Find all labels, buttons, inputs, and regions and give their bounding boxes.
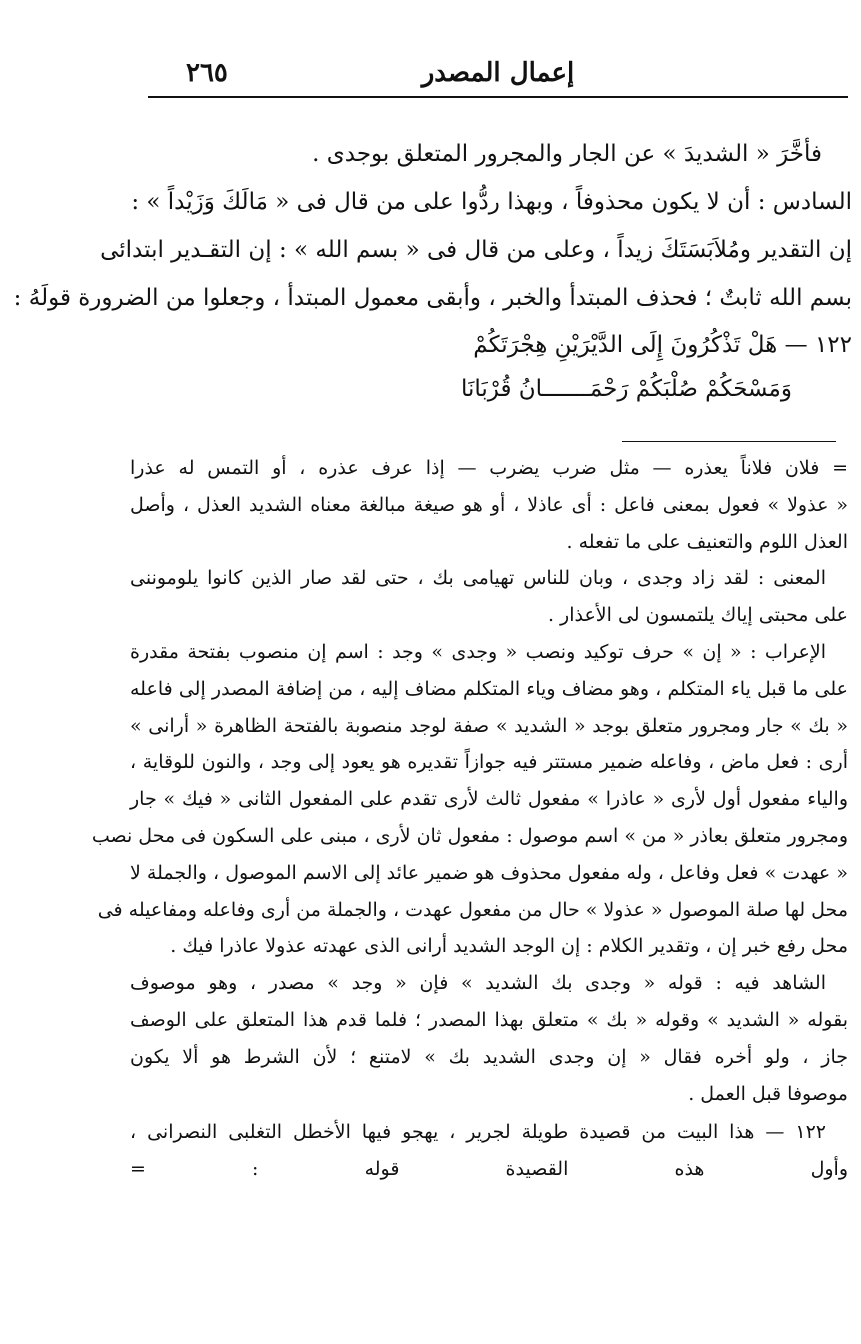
footnotes [91,450,848,1188]
footnote-line: موصوفا قبل العمل . [688,1082,848,1105]
footnote-line: « عذولا » فعول بمعنى فاعل : أى عاذلا ، أو هو صيغة مبالغة معناه الشديد العذل ، وأصل [130,493,848,516]
footnote-line: على محبتى إياك يلتمسون لى الأعذار . [547,604,848,627]
page-header [148,56,848,96]
footnote-line: الشاهد فيه : قوله « وجدى بك الشديد » فإن « وجد » مصدر ، وهو موصوف [130,972,826,995]
footnote-line: ١٢٢ — هذا البيت من قصيدة طويلة لجرير ، يهجو فيها الأخطل التغلبى النصرانى ، [130,1121,826,1144]
header-divider [148,96,848,98]
footnote-line: محل رفع خبر إن ، وتقدير الكلام : إن الوجد الشديد أرانى الذى عهدته عذولا عاذرا فيك . [170,935,848,958]
poem-verse [160,322,852,410]
footnote-line: ومجرور متعلق بعاذر « من » اسم موصول : مفعول ثان لأرى ، مبنى على السكون فى محل نصب [91,824,848,847]
verse-number: ١٢٢ — [784,332,852,358]
page-number: ٢٦٥ [186,58,228,88]
verse-first-hemistich [160,322,852,368]
footnote-line: « بك » جار ومجرور متعلق بوجد « الشديد » صفة لوجد منصوبة بالفتحة الظاهرة « أرانى » [130,714,848,737]
footnote-line: بقوله « الشديد » وقوله « بك » متعلق بهذا المصدر ؛ فلما قدم هذا المتعلق على الوصف [130,1008,848,1031]
main-text-line: إن التقدير ومُلاَبَسَتَكَ زيداً ، وعلى من قال فى « بسم الله » : إن التقـدير ابتدائى [100,237,852,263]
footnote-line: وأول هذه القصيدة قوله : = [130,1158,848,1181]
footnote-line: الإعراب : « إن » حرف توكيد ونصب « وجدى » وجد : اسم إن منصوب بفتحة مقدرة [130,640,826,663]
main-text-line: بسم الله ثابتٌ ؛ فحذف المبتدأ والخبر ، وأبقى معمول المبتدأ ، وجعلوا من الضرورة قولَهُ : [13,285,852,311]
page-title: إعمال المصدر [421,58,575,88]
footnote-line: = فلان فلاناً يعذره — مثل ضرب يضرب — إذا عرف عذره ، أو التمس له عذرا [130,457,848,479]
footnote-line: جاز ، ولو أخره فقال « إن وجدى الشديد بك » لامتنع ؛ لأن الشرط هو ألا يكون [130,1045,848,1068]
footnote-line: محل لها صلة الموصول « عذولا » حال من مفعول عهدت ، والجملة من أرى وفاعله ومفاعيله فى [97,898,848,921]
main-text-line: السادس : أن لا يكون محذوفاً ، وبهذا ردُّوا على من قال فى « مَالَكَ وَزَيْداً » : [131,189,852,215]
footnote-line: المعنى : لقد زاد وجدى ، وبان للناس تهيامى بك ، حتى لقد صار الذين كانوا يلوموننى [130,567,826,590]
footnote-divider [622,441,836,442]
main-text-line: فأخَّرَ « الشديدَ » عن الجار والمجرور المتعلق بوجدى . [312,141,822,167]
main-text [13,130,852,322]
footnote-line: العذل اللوم والتعنيف على ما تفعله . [566,530,848,553]
footnote-line: « عهدت » فعل وفاعل ، وله مفعول محذوف هو ضمير عائد إلى الاسم الموصول ، والجملة لا [130,861,848,884]
verse-second-hemistich: وَمَسْحَكُمْ صُلْبَكُمْ رَحْمَـــــــانُ قُرْبَانَا [460,376,792,402]
footnote-line: على ما قبل ياء المتكلم ، وهو مضاف وياء المتكلم مضاف إليه ، من إضافة المصدر إلى فاعله [130,677,848,700]
verse-line-1: هَلْ تَذْكُرُونَ إِلَى الدَّيْرَيْنِ هِجْرَتَكُمْ [473,332,778,358]
footnote-line: والياء مفعول أول لأرى « عاذرا » مفعول ثالث لأرى تقدم على المفعول الثانى « فيك » جار [130,788,848,811]
footnote-line: أرى : فعل ماض ، وفاعله ضمير مستتر فيه جوازاً تقديره هو يعود إلى وجد ، والنون للوقاية ، [130,751,848,774]
